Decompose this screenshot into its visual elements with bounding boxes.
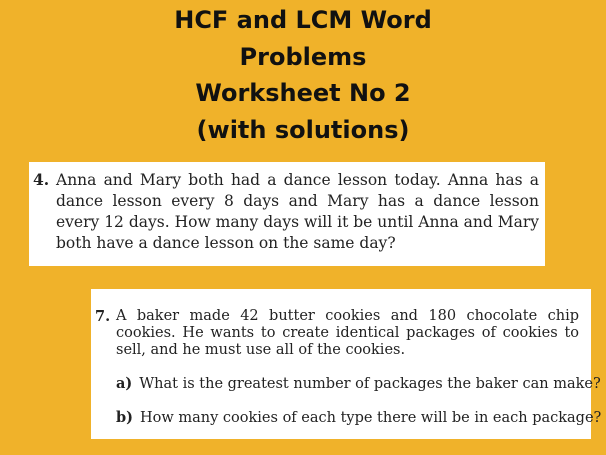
question-4-number: 4. — [33, 170, 50, 189]
part-a-text: What is the greatest number of packages the baker can make? — [139, 376, 601, 392]
title-line-3: Worksheet No 2 — [195, 79, 411, 107]
part-b-text: How many cookies of each type there will be in each package? — [140, 410, 602, 426]
title-line-2: Problems — [239, 42, 367, 71]
title-line-1: HCF and LCM Word — [174, 6, 432, 34]
question-4-card — [29, 162, 545, 266]
part-a-label: a) — [116, 375, 133, 392]
question-7-card — [91, 289, 602, 439]
worksheet-title — [0, 2, 606, 148]
question-7-part-a — [116, 375, 601, 392]
question-7-number: 7. — [95, 308, 111, 325]
part-b-label: b) — [116, 409, 133, 426]
question-7-part-b — [116, 409, 601, 426]
question-7-text: A baker made 42 butter cookies and 180 chocolate chip cookies. He wants to create identical packages of cookies to sell, and he must use all of the cookies. — [116, 308, 579, 358]
question-4-text: Anna and Mary both had a dance lesson today. Anna has a dance lesson every 8 days and Mary has a dance lesson every 12 days. How many days will it be until Anna and Mary both have a dance lesson on the same day? — [56, 171, 539, 252]
title-line-4: (with solutions) — [196, 115, 410, 144]
